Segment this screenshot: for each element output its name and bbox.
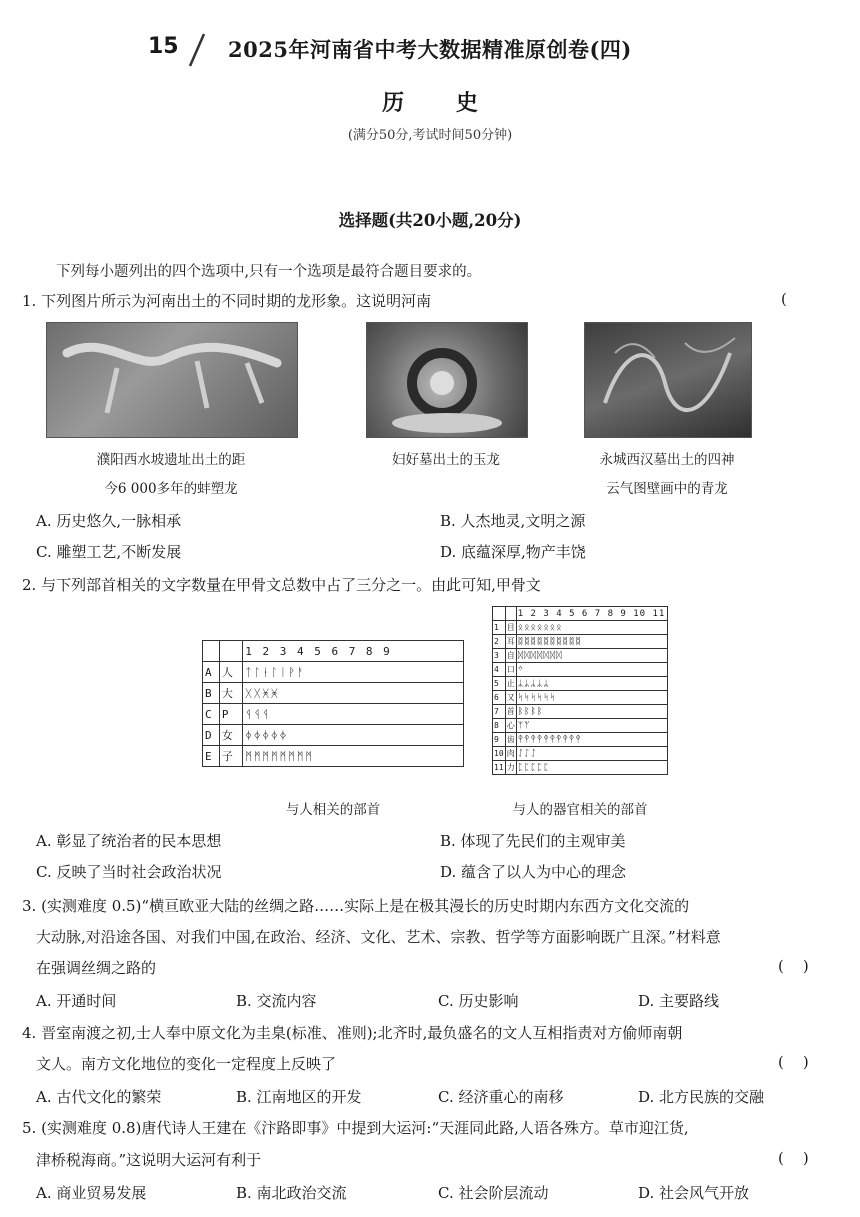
slash-mark	[186, 30, 208, 70]
q3-option-d[interactable]: D. 主要路线	[638, 992, 720, 1010]
q5-option-a[interactable]: A. 商业贸易发展	[36, 1184, 147, 1202]
q2-option-a[interactable]: A. 彰显了统治者的民本思想	[36, 832, 222, 850]
q5-option-b[interactable]: B. 南北政治交流	[236, 1184, 347, 1202]
q2-option-d[interactable]: D. 蕴含了以人为中心的理念	[440, 863, 627, 881]
q4-option-d[interactable]: D. 北方民族的交融	[638, 1088, 765, 1106]
exam-note: (满分50分,考试时间50分钟)	[347, 128, 513, 143]
subject-title: 历 史	[382, 90, 500, 116]
q1-image-jade-dragon	[366, 322, 528, 438]
section-instruction: 下列每小题列出的四个选项中,只有一个选项是最符合题目要求的。	[56, 264, 482, 280]
q1-answer-paren: (	[781, 290, 787, 308]
q1-caption-1: 濮阳西水坡遗址出土的距 今6 000多年的蚌塑龙	[96, 452, 246, 497]
q3-option-c[interactable]: C. 历史影响	[438, 992, 519, 1010]
q1-option-d[interactable]: D. 底蕴深厚,物产丰饶	[440, 543, 586, 561]
q3-line-3: 在强调丝绸之路的	[36, 959, 157, 977]
q5-answer-paren: ( )	[778, 1149, 809, 1167]
section-title: 选择题(共20小题,20分)	[338, 211, 522, 230]
q3-option-a[interactable]: A. 开通时间	[36, 992, 117, 1010]
q2-table-organ-radicals: 1 2 3 4 5 6 7 8 9 10 11 1 目 ᛟᛟᛟᛟᛟᛟᛟ 2 耳 ᛥᛥᛥᛥᛥᛥᛥᛥᛥᛥ 3 自 ᛞᛞᛞᛞᛞᛞᛞ 4 口 ᛜ 5 止 ᛦᛦᛦᛦᛦ 6 又 ᛋᛋᛋᛋᛋᛋ 7 首 ᛒᛒᛒᛒ 8 心 ᛘᛘ 9 齿 ᛳᛳᛳᛳᛳᛳᛳᛳᛳᛳ 10 肉 ᛇᛇᛇ 11 力 ᛈᛈᛈᛈᛈ	[492, 606, 668, 775]
paper-number: 15	[148, 34, 179, 59]
q1-image-mural-dragon	[584, 322, 752, 438]
q4-line-2: 文人。南方文化地位的变化一定程度上反映了	[36, 1055, 337, 1073]
q3-line-2: 大动脉,对沿途各国、对我们中国,在政治、经济、文化、艺术、宗教、哲学等方面影响既广且深。”材料意	[36, 928, 721, 946]
q4-option-c[interactable]: C. 经济重心的南移	[438, 1088, 564, 1106]
q4-line-1: 4. 晋室南渡之初,士人奉中原文化为圭臬(标准、准则);北齐时,最负盛名的文人互相指责对方偷师南朝	[22, 1024, 683, 1042]
q5-option-c[interactable]: C. 社会阶层流动	[438, 1184, 549, 1202]
q2-caption-1: 与人相关的部首	[285, 802, 381, 818]
q1-image-shell-dragon	[46, 322, 298, 438]
q2-stem: 2. 与下列部首相关的文字数量在甲骨文总数中占了三分之一。由此可知,甲骨文	[22, 576, 541, 594]
q1-option-b[interactable]: B. 人杰地灵,文明之源	[440, 512, 586, 530]
q4-option-b[interactable]: B. 江南地区的开发	[236, 1088, 362, 1106]
q3-line-1: 3. (实测难度 0.5)“横亘欧亚大陆的丝绸之路……实际上是在极其漫长的历史时期内东西方文化交流的	[22, 897, 690, 915]
q5-line-1: 5. (实测难度 0.8)唐代诗人王建在《汴路即事》中提到大运河:“天涯同此路,人语各殊方。草市迎江货,	[22, 1119, 689, 1137]
q1-caption-3: 永城西汉墓出土的四神 云气图壁画中的青龙	[599, 452, 735, 497]
q5-option-d[interactable]: D. 社会风气开放	[638, 1184, 750, 1202]
q1-stem: 1. 下列图片所示为河南出土的不同时期的龙形象。这说明河南	[22, 292, 432, 310]
q1-caption-2: 妇好墓出土的玉龙	[392, 452, 500, 468]
q2-caption-2: 与人的器官相关的部首	[512, 802, 648, 818]
q1-option-a[interactable]: A. 历史悠久,一脉相承	[36, 512, 182, 530]
q2-table-person-radicals: 1 2 3 4 5 6 7 8 9 A 人 ᛏᛚᛂᛚᛁᚹᚨ B 大 ᚷᚷᚸᚸ C P ᛩᛩᛩ D 女 ᛄᛄᛄᛄᛄ E 子 ᛗᛗᛗᛗᛗᛗᛗᛗ	[202, 640, 464, 767]
q3-option-b[interactable]: B. 交流内容	[236, 992, 317, 1010]
q2-option-c[interactable]: C. 反映了当时社会政治状况	[36, 863, 222, 881]
paper-title: 2025年河南省中考大数据精准原创卷(四)	[228, 37, 632, 62]
q1-option-c[interactable]: C. 雕塑工艺,不断发展	[36, 543, 182, 561]
q4-answer-paren: ( )	[778, 1053, 809, 1071]
q4-option-a[interactable]: A. 古代文化的繁荣	[36, 1088, 162, 1106]
q3-answer-paren: ( )	[778, 957, 809, 975]
q5-line-2: 津桥税海商。”这说明大运河有利于	[36, 1151, 262, 1169]
q2-option-b[interactable]: B. 体现了先民们的主观审美	[440, 832, 626, 850]
